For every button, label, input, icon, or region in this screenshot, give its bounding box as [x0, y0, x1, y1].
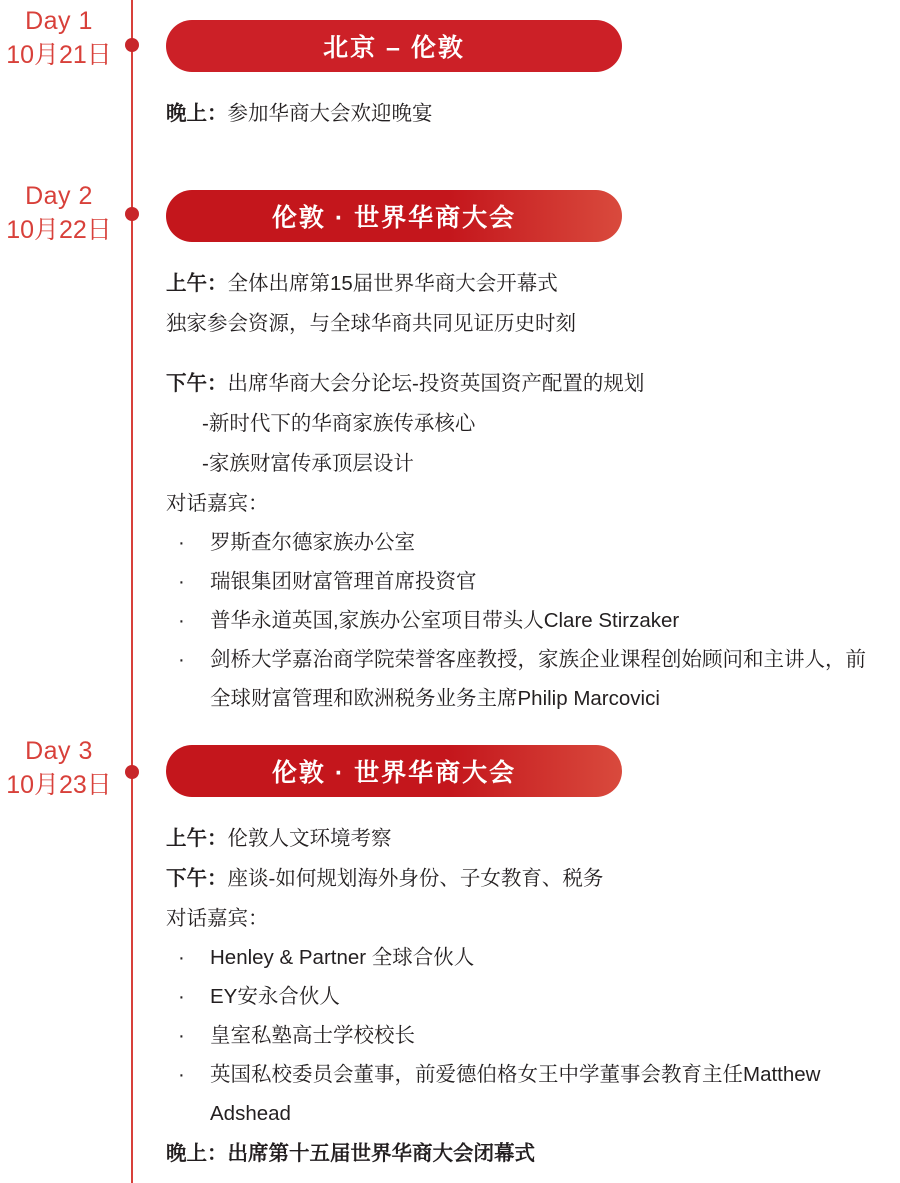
- day-3-line-2-lead: 下午：: [166, 866, 228, 890]
- day-3-title-pill: 伦敦 · 世界华商大会: [166, 745, 622, 797]
- timeline-dot-day-2: [125, 207, 139, 221]
- day-2-line-2: 独家参会资源，与全球华商共同见证历史时刻: [166, 311, 576, 335]
- list-item: [166, 602, 886, 641]
- day-2-guest-2: 瑞银集团财富管理首席投资官: [210, 569, 477, 593]
- timeline-dot-day-3: [125, 765, 139, 779]
- day-3-footer-text: 出席第十五届世界华商大会闭幕式: [227, 1141, 535, 1165]
- day-2-line-4: -新时代下的华商家族传承核心: [202, 411, 476, 435]
- day-2-line-3: [166, 364, 886, 404]
- day-block-2: [166, 190, 886, 719]
- day-1-line-1-text: 参加华商大会欢迎晚宴: [227, 102, 433, 125]
- day-3-guest-label: 对话嘉宾：: [166, 906, 269, 930]
- day-3-line-1-lead: 上午：: [166, 827, 228, 850]
- day-1-body: [166, 94, 622, 134]
- bullet-icon: ·: [178, 530, 185, 554]
- list-item: [166, 939, 886, 978]
- day-3-guest-list: [166, 939, 886, 1134]
- day-2-line-3-text: 出席华商大会分论坛-投资英国资产配置的规划: [227, 371, 645, 395]
- day-block-3: [166, 745, 886, 1174]
- list-item: [166, 978, 886, 1017]
- bullet-icon: ·: [178, 647, 185, 671]
- bullet-icon: ·: [178, 1023, 185, 1047]
- day-label-3: [0, 735, 118, 803]
- day-3-guest-4: 英国私校委员会董事，前爱德伯格女王中学董事会教育主任Matthew Adshead: [210, 1062, 821, 1125]
- list-item: [166, 1056, 886, 1134]
- day-label-2-en: Day 2: [25, 182, 93, 210]
- day-label-1-date: 10月21日: [6, 40, 112, 69]
- day-block-1: [166, 20, 622, 134]
- bullet-icon: ·: [178, 984, 185, 1008]
- day-label-1-en: Day 1: [25, 7, 93, 35]
- bullet-icon: ·: [178, 608, 185, 632]
- timeline-dot-day-1: [125, 38, 139, 52]
- day-1-title-pill: 北京 – 伦敦: [166, 20, 622, 72]
- day-2-guest-4: 剑桥大学嘉治商学院荣誉客座教授，家族企业课程创始顾问和主讲人，前全球财富管理和欧洲税务业务主席Philip Marcovici: [210, 647, 866, 710]
- day-label-2-date: 10月22日: [6, 215, 112, 244]
- day-2-guest-label: 对话嘉宾：: [166, 491, 269, 515]
- day-3-line-1-text: 伦敦人文环境考察: [227, 827, 392, 850]
- day-2-guest-3: 普华永道英国,家族办公室项目带头人Clare Stirzaker: [210, 608, 680, 632]
- timeline-rail: [131, 0, 133, 1183]
- day-3-footer-line: [166, 1134, 886, 1174]
- day-3-guest-2: EY安永合伙人: [210, 984, 340, 1008]
- day-2-line-3-lead: 下午：: [166, 371, 228, 395]
- day-3-line-1: [166, 819, 886, 859]
- day-2-body: [166, 264, 886, 719]
- day-2-guest-list: [166, 524, 886, 719]
- day-3-guest-3: 皇室私塾高士学校校长: [210, 1023, 415, 1047]
- bullet-icon: ·: [178, 945, 185, 969]
- day-3-body: [166, 819, 886, 1174]
- bullet-icon: ·: [178, 569, 185, 593]
- list-item: [166, 563, 886, 602]
- bullet-icon: ·: [178, 1062, 185, 1086]
- day-label-3-en: Day 3: [25, 737, 93, 765]
- day-2-line-1-text: 全体出席第15届世界华商大会开幕式: [227, 272, 558, 295]
- day-label-1: [0, 5, 118, 73]
- list-item: [166, 641, 886, 719]
- day-1-line-1-lead: 晚上：: [166, 102, 228, 125]
- day-2-line-1: [166, 264, 886, 304]
- day-label-2: [0, 180, 118, 248]
- day-2-spacer: [166, 344, 886, 364]
- list-item: [166, 524, 886, 563]
- day-3-guest-1: Henley & Partner 全球合伙人: [210, 945, 475, 969]
- day-1-line-1: [166, 94, 622, 134]
- day-3-line-2-text: 座谈-如何规划海外身份、子女教育、税务: [227, 866, 604, 890]
- day-3-footer-lead: 晚上：: [166, 1141, 228, 1165]
- day-2-guest-1: 罗斯查尔德家族办公室: [210, 530, 415, 554]
- day-2-title-pill: 伦敦 · 世界华商大会: [166, 190, 622, 242]
- day-2-line-1-lead: 上午：: [166, 272, 228, 295]
- list-item: [166, 1017, 886, 1056]
- day-label-3-date: 10月23日: [6, 770, 112, 799]
- day-3-line-2: [166, 859, 886, 899]
- day-2-line-5: -家族财富传承顶层设计: [202, 451, 414, 475]
